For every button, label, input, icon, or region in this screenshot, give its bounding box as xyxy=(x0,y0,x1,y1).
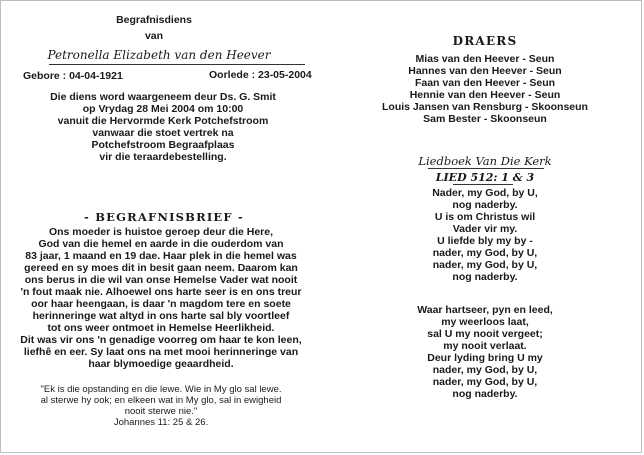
stanza-line: nader, my God, by U, xyxy=(432,259,538,271)
bearer-item: Faan van den Heever - Seun xyxy=(414,77,556,89)
stanza-line: nog naderby. xyxy=(452,388,518,400)
bearer-item: Hennie van den Heever - Seun xyxy=(409,89,561,101)
bearer-item: Louis Jansen van Rensburg - Skoonseun xyxy=(382,101,588,113)
bearer-item: Sam Bester - Skoonseun xyxy=(423,113,547,125)
letter-line: liefhê en eer. Sy laat ons na met mooi herinneringe van xyxy=(23,346,299,358)
stanza-line: nader, my God, by U, xyxy=(432,364,538,376)
stanza-line: U is om Christus wil xyxy=(434,211,536,223)
service-line: vanuit die Hervormde Kerk Potchefstroom xyxy=(57,115,269,127)
verse-line: nooit sterwe nie." xyxy=(124,406,198,417)
stanza-line: nog naderby. xyxy=(452,271,518,283)
hymn-book-underline xyxy=(428,168,544,169)
letter-line: oor haar heengaan, is daar 'n magdom tere en soete xyxy=(31,298,291,310)
letter-line: 'n fout maak nie. Alhoewel ons harte seer is en ons treur xyxy=(20,286,302,298)
letter-line: Ons moeder is huistoe geroep deur die Here, xyxy=(48,226,274,238)
verse-line: "Ek is die opstanding en die lewe. Wie in My glo sal lewe. xyxy=(40,384,282,395)
bearer-item: Mias van den Heever - Seun xyxy=(415,53,555,65)
bearers-list xyxy=(382,53,588,125)
service-line: Die diens word waargeneem deur Ds. G. Smit xyxy=(50,91,276,103)
service-details xyxy=(50,91,276,163)
deceased-name: Petronella Elizabeth van den Heever xyxy=(47,48,271,62)
service-line: vanwaar die stoet vertrek na xyxy=(92,127,234,139)
verse-line: al sterwe hy ook; en elkeen wat in My glo, sal in ewigheid xyxy=(40,395,282,406)
stanza-line: sal U my nooit vergeet; xyxy=(427,328,543,340)
letter-line: herinneringe wat altyd in ons harte sal bly voortleef xyxy=(32,310,290,322)
stanza-line: nader, my God, by U, xyxy=(432,247,538,259)
stanza-line: Deur lyding bring U my xyxy=(427,352,543,364)
bearers-heading: DRAERS xyxy=(452,34,518,48)
letter-line: haar blymoedige geaardheid. xyxy=(88,358,234,370)
hymn-stanza-2 xyxy=(417,304,553,400)
stanza-line: my nooit verlaat. xyxy=(443,340,527,352)
letter-line: tot ons weer ontmoet in Hemelse Heerlikheid. xyxy=(47,322,275,334)
service-line: Potchefstroom Begraafplaas xyxy=(91,139,235,151)
stanza-line: Nader, my God, by U, xyxy=(432,187,538,199)
funeral-letter xyxy=(20,226,301,370)
hymn-book-title: Liedboek Van Die Kerk xyxy=(418,154,552,168)
bearer-item: Hannes van den Heever - Seun xyxy=(408,65,562,77)
letter-line: 83 jaar, 1 maand en 19 dae. Haar plek in die hemel was xyxy=(25,250,297,262)
service-line: op Vrydag 28 Mei 2004 om 10:00 xyxy=(82,103,244,115)
stanza-line: U liefde bly my by - xyxy=(437,235,533,247)
death-date: Oorlede : 23-05-2004 xyxy=(209,69,312,81)
letter-line: God van die hemel en aarde in die ouderdom van xyxy=(38,238,284,250)
name-underline xyxy=(49,64,305,65)
service-title: Begrafnisdiens xyxy=(116,14,192,26)
stanza-line: Waar hartseer, pyn en leed, xyxy=(417,304,553,316)
hymn-number-underline xyxy=(453,184,513,185)
bible-verse xyxy=(41,384,282,428)
stanza-line: my weerloos laat, xyxy=(441,316,529,328)
letter-line: Dit was vir ons 'n genadige voorreg om haar te kon leen, xyxy=(20,334,302,346)
stanza-line: Vader vir my. xyxy=(452,223,518,235)
service-line: vir die teraardebestelling. xyxy=(99,151,227,163)
hymn-number: LIED 512: 1 & 3 xyxy=(435,171,535,184)
birth-date: Gebore : 04-04-1921 xyxy=(23,70,123,82)
letter-line: gereed en sy moes dit in besit gaan neem. Daarom kan xyxy=(24,262,298,274)
stanza-line: nog naderby. xyxy=(452,199,518,211)
van-label: van xyxy=(144,30,164,42)
hymn-stanza-1 xyxy=(432,187,538,283)
stanza-line: nader, my God, by U, xyxy=(432,376,538,388)
verse-reference: Johannes 11: 25 & 26. xyxy=(113,417,209,428)
letter-heading: - BEGRAFNISBRIEF - xyxy=(84,210,244,224)
letter-line: ons berus in die wil van onse Hemelse Vader wat nooit xyxy=(24,274,298,286)
